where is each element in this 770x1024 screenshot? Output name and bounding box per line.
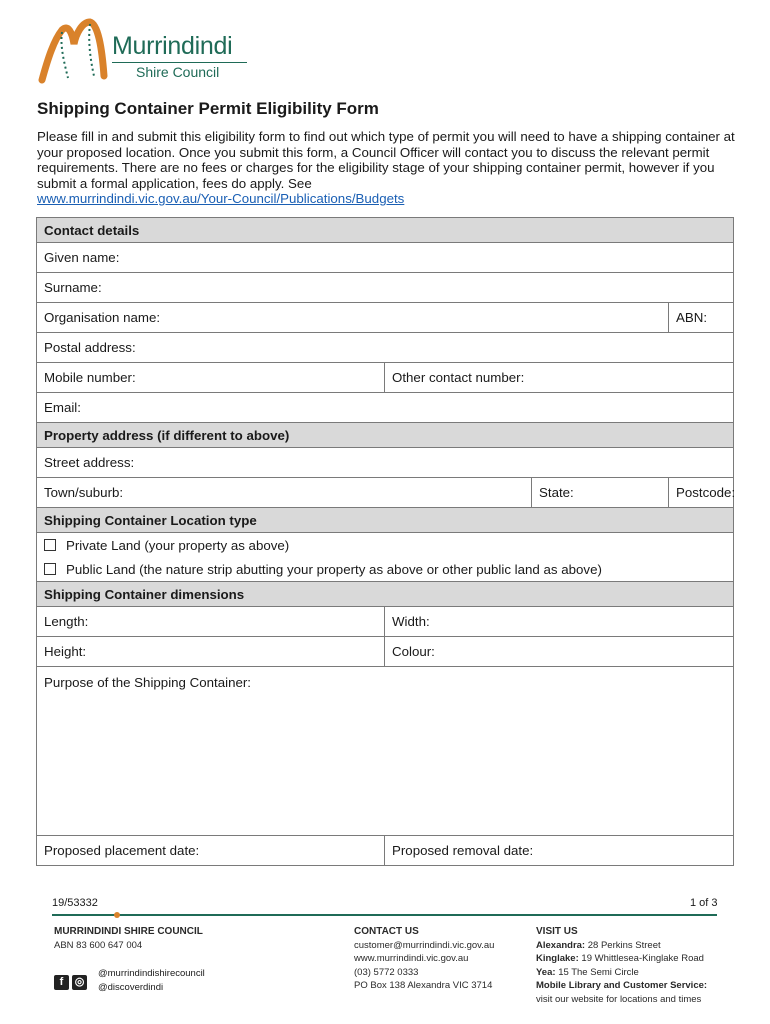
social-icons [54,972,90,990]
council-logo [38,18,258,90]
private-land-label: Private Land (your property as above) [66,537,290,553]
footer-website[interactable]: www.murrindindi.vic.gov.au [354,953,469,964]
state-field[interactable]: State: [532,478,669,508]
placement-date-field[interactable]: Proposed placement date: [37,836,385,866]
section-heading-contact: Contact details [37,218,734,243]
instagram-icon[interactable]: ◎ [72,975,87,990]
private-land-option[interactable] [37,533,734,558]
intro-paragraph [37,129,737,207]
budgets-link[interactable]: www.murrindindi.vic.gov.au/Your-Council/Publications/Budgets [37,191,405,206]
email-field[interactable]: Email: [37,393,734,423]
section-heading-property: Property address (if different to above) [37,423,734,448]
colour-field[interactable]: Colour: [385,637,734,667]
logo-subtitle: Shire Council [136,64,220,80]
visit-kinglake: Kinglake: 19 Whittlesea-Kinglake Road [536,953,704,964]
instagram-handle: @discoverdindi [98,981,164,993]
form-title: Shipping Container Permit Eligibility Form [37,99,379,118]
facebook-handle: @murrindindishirecouncil [98,968,205,979]
town-suburb-field[interactable]: Town/suburb: [37,478,532,508]
social-handles [98,967,205,994]
public-land-label: Public Land (the nature strip abutting your property as above or other public land as above) [66,561,602,577]
footer-po-box: PO Box 138 Alexandra VIC 3714 [354,980,493,991]
footer-email[interactable]: customer@murrindindi.vic.gov.au [354,939,495,951]
visit-yea: Yea: 15 The Semi Circle [536,966,639,978]
given-name-field[interactable]: Given name: [37,243,734,273]
logo-wordmark: Murrindindi [112,32,233,60]
purpose-field[interactable]: Purpose of the Shipping Container: [37,667,734,836]
facebook-icon[interactable]: f [54,975,69,990]
section-heading-location: Shipping Container Location type [37,508,734,533]
other-contact-field[interactable]: Other contact number: [385,363,734,393]
page-number: 1 of 3 [690,897,718,909]
footer-visit-heading: VISIT US [536,926,578,937]
eligibility-form-table [36,217,734,866]
postcode-field[interactable]: Postcode: [669,478,734,508]
height-field[interactable]: Height: [37,637,385,667]
footer-divider [52,914,717,916]
public-land-checkbox[interactable] [44,563,56,575]
intro-text: Please fill in and submit this eligibility form to find out which type of permit you will need to have a shipping container at your proposed location. Once you submit this form, a Council Officer will contact you to discuss the relevant permit requirements. There are no fees or charges for the eligibility stage of your shipping container permit, however if you submit a formal application, fees do apply. See [37,129,735,191]
abn-field[interactable]: ABN: [669,303,734,333]
organisation-name-field[interactable]: Organisation name: [37,303,669,333]
public-land-option[interactable] [37,557,734,582]
footer-council-name: MURRINDINDI SHIRE COUNCIL [54,926,203,937]
footer-visit [536,925,726,1005]
visit-alexandra: Alexandra: 28 Perkins Street [536,939,661,951]
footer-council [54,925,203,952]
street-address-field[interactable]: Street address: [37,448,734,478]
visit-mobile-library-note: visit our website for locations and times [536,993,702,1005]
mobile-number-field[interactable]: Mobile number: [37,363,385,393]
document-reference: 19/53332 [52,897,98,909]
private-land-checkbox[interactable] [44,539,56,551]
logo-mark-icon [38,18,110,84]
section-heading-dimensions: Shipping Container dimensions [37,582,734,607]
footer-contact [354,925,494,993]
footer-abn: ABN 83 600 647 004 [54,939,143,951]
footer-phone: (03) 5772 0333 [354,966,419,978]
footer-contact-heading: CONTACT US [354,926,419,937]
postal-address-field[interactable]: Postal address: [37,333,734,363]
visit-mobile-library: Mobile Library and Customer Service: [536,980,708,991]
logo-divider [112,62,247,63]
width-field[interactable]: Width: [385,607,734,637]
surname-field[interactable]: Surname: [37,273,734,303]
removal-date-field[interactable]: Proposed removal date: [385,836,734,866]
length-field[interactable]: Length: [37,607,385,637]
